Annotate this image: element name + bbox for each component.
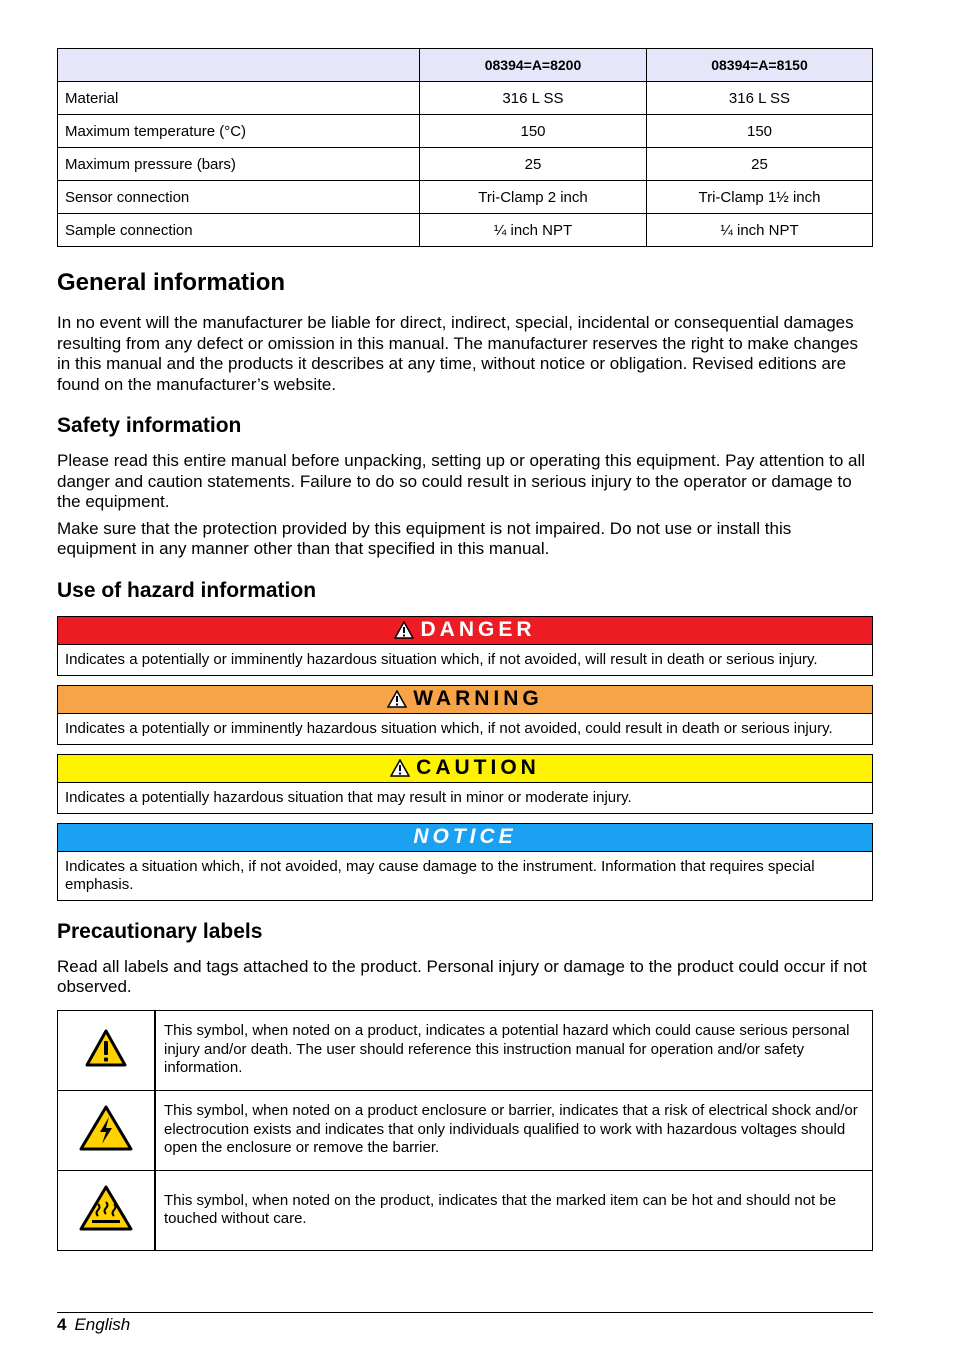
label-icon-cell [58,1090,156,1170]
danger-text: Indicates a potentially or imminently hazardous situation which, if not avoided, will result in death or serious injury. [65,650,818,668]
spec-cell: 150 [420,115,647,148]
warning-triangle-icon [394,621,414,639]
warning-header [58,686,872,714]
table-row [58,148,873,181]
spec-header-row [58,49,873,82]
spec-cell: 25 [647,148,873,181]
hazard-information-heading: Use of hazard information [57,578,317,602]
danger-box [57,616,873,676]
spec-header-cell [58,49,420,82]
spec-cell: ¼ inch NPT [420,214,647,247]
labels-table [57,1010,873,1251]
table-row [58,82,873,115]
spec-cell: 150 [647,115,873,148]
spec-cell: Sensor connection [58,181,420,214]
table-row [58,1090,873,1170]
spec-cell: ¼ inch NPT [647,214,873,247]
safety-paragraph-2: Make sure that the protection provided by this equipment is not impaired. Do not use or install this equipment in any manner other than that specified in this manual. [57,518,792,558]
notice-box [57,823,873,901]
page-content [57,48,873,1251]
spec-cell: 25 [420,148,647,181]
spec-cell: Maximum pressure (bars) [58,148,420,181]
spec-cell: Material [58,82,420,115]
danger-label: DANGER [420,618,536,641]
label-icon-cell [58,1170,156,1250]
general-information-paragraph: In no event will the manufacturer be liable for direct, indirect, special, incidental or consequential damages resulting from any defect or omission in this manual. The manufacturer reserves the right to make changes in this manual and the products it describes at any time, without notice or obligation. Revised editions are found on the manufacturer’s website. [57,313,858,394]
warning-label: WARNING [413,687,543,710]
table-row [58,214,873,247]
label-icon-cell [58,1010,156,1090]
spec-header-cell: 08394=A=8150 [647,49,873,82]
label-description: This symbol, when noted on the product, indicates that the marked item can be hot and should not be touched without care. [155,1170,873,1250]
hot-surface-icon [78,1184,134,1232]
notice-header [58,824,872,852]
spec-cell: Sample connection [58,214,420,247]
page-footer [57,1312,873,1335]
safety-information-heading: Safety information [57,414,242,437]
spec-cell: 316 L SS [647,82,873,115]
warning-box [57,685,873,745]
warning-triangle-icon [387,690,407,708]
warning-text: Indicates a potentially or imminently hazardous situation which, if not avoided, could result in death or serious injury. [65,719,833,737]
label-description: This symbol, when noted on a product enclosure or barrier, indicates that a risk of electrical shock and/or electrocution exists and indicates that only individuals qualified to work with hazardous voltages should open the enclosure or remove the barrier. [155,1090,873,1170]
table-row [58,1170,873,1250]
danger-header [58,617,872,645]
precautionary-labels-paragraph: Read all labels and tags attached to the product. Personal injury or damage to the product could occur if not observed. [57,956,867,996]
spec-table [57,48,873,247]
label-description: This symbol, when noted on a product, indicates a potential hazard which could cause serious personal injury and/or death. The user should reference this instruction manual for operation and/or safety information. [155,1010,873,1090]
warning-triangle-icon [84,1028,128,1068]
table-row [58,181,873,214]
precautionary-labels-heading: Precautionary labels [57,919,263,943]
spec-cell: Maximum temperature (°C) [58,115,420,148]
warning-triangle-icon [390,759,410,777]
notice-text: Indicates a situation which, if not avoided, may cause damage to the instrument. Information that requires special emphasis. [65,857,815,893]
spec-cell: Tri-Clamp 1½ inch [647,181,873,214]
table-row [58,1010,873,1090]
spec-cell: Tri-Clamp 2 inch [420,181,647,214]
page-number: 4 [57,1315,67,1334]
caution-header [58,755,872,783]
spec-cell: 316 L SS [420,82,647,115]
general-information-heading: General information [57,269,286,296]
table-row [58,115,873,148]
caution-text: Indicates a potentially hazardous situation that may result in minor or moderate injury. [65,788,632,806]
caution-box [57,754,873,814]
caution-label: CAUTION [416,756,540,779]
footer-language: English [74,1315,131,1334]
spec-header-cell: 08394=A=8200 [420,49,647,82]
electrical-shock-icon [78,1104,134,1152]
notice-label: NOTICE [413,825,517,848]
safety-paragraph-1: Please read this entire manual before unpacking, setting up or operating this equipment. Pay attention to all danger and caution statements. Failure to do so could result in serious injury to the operator or damage to the equipment. [57,451,866,511]
